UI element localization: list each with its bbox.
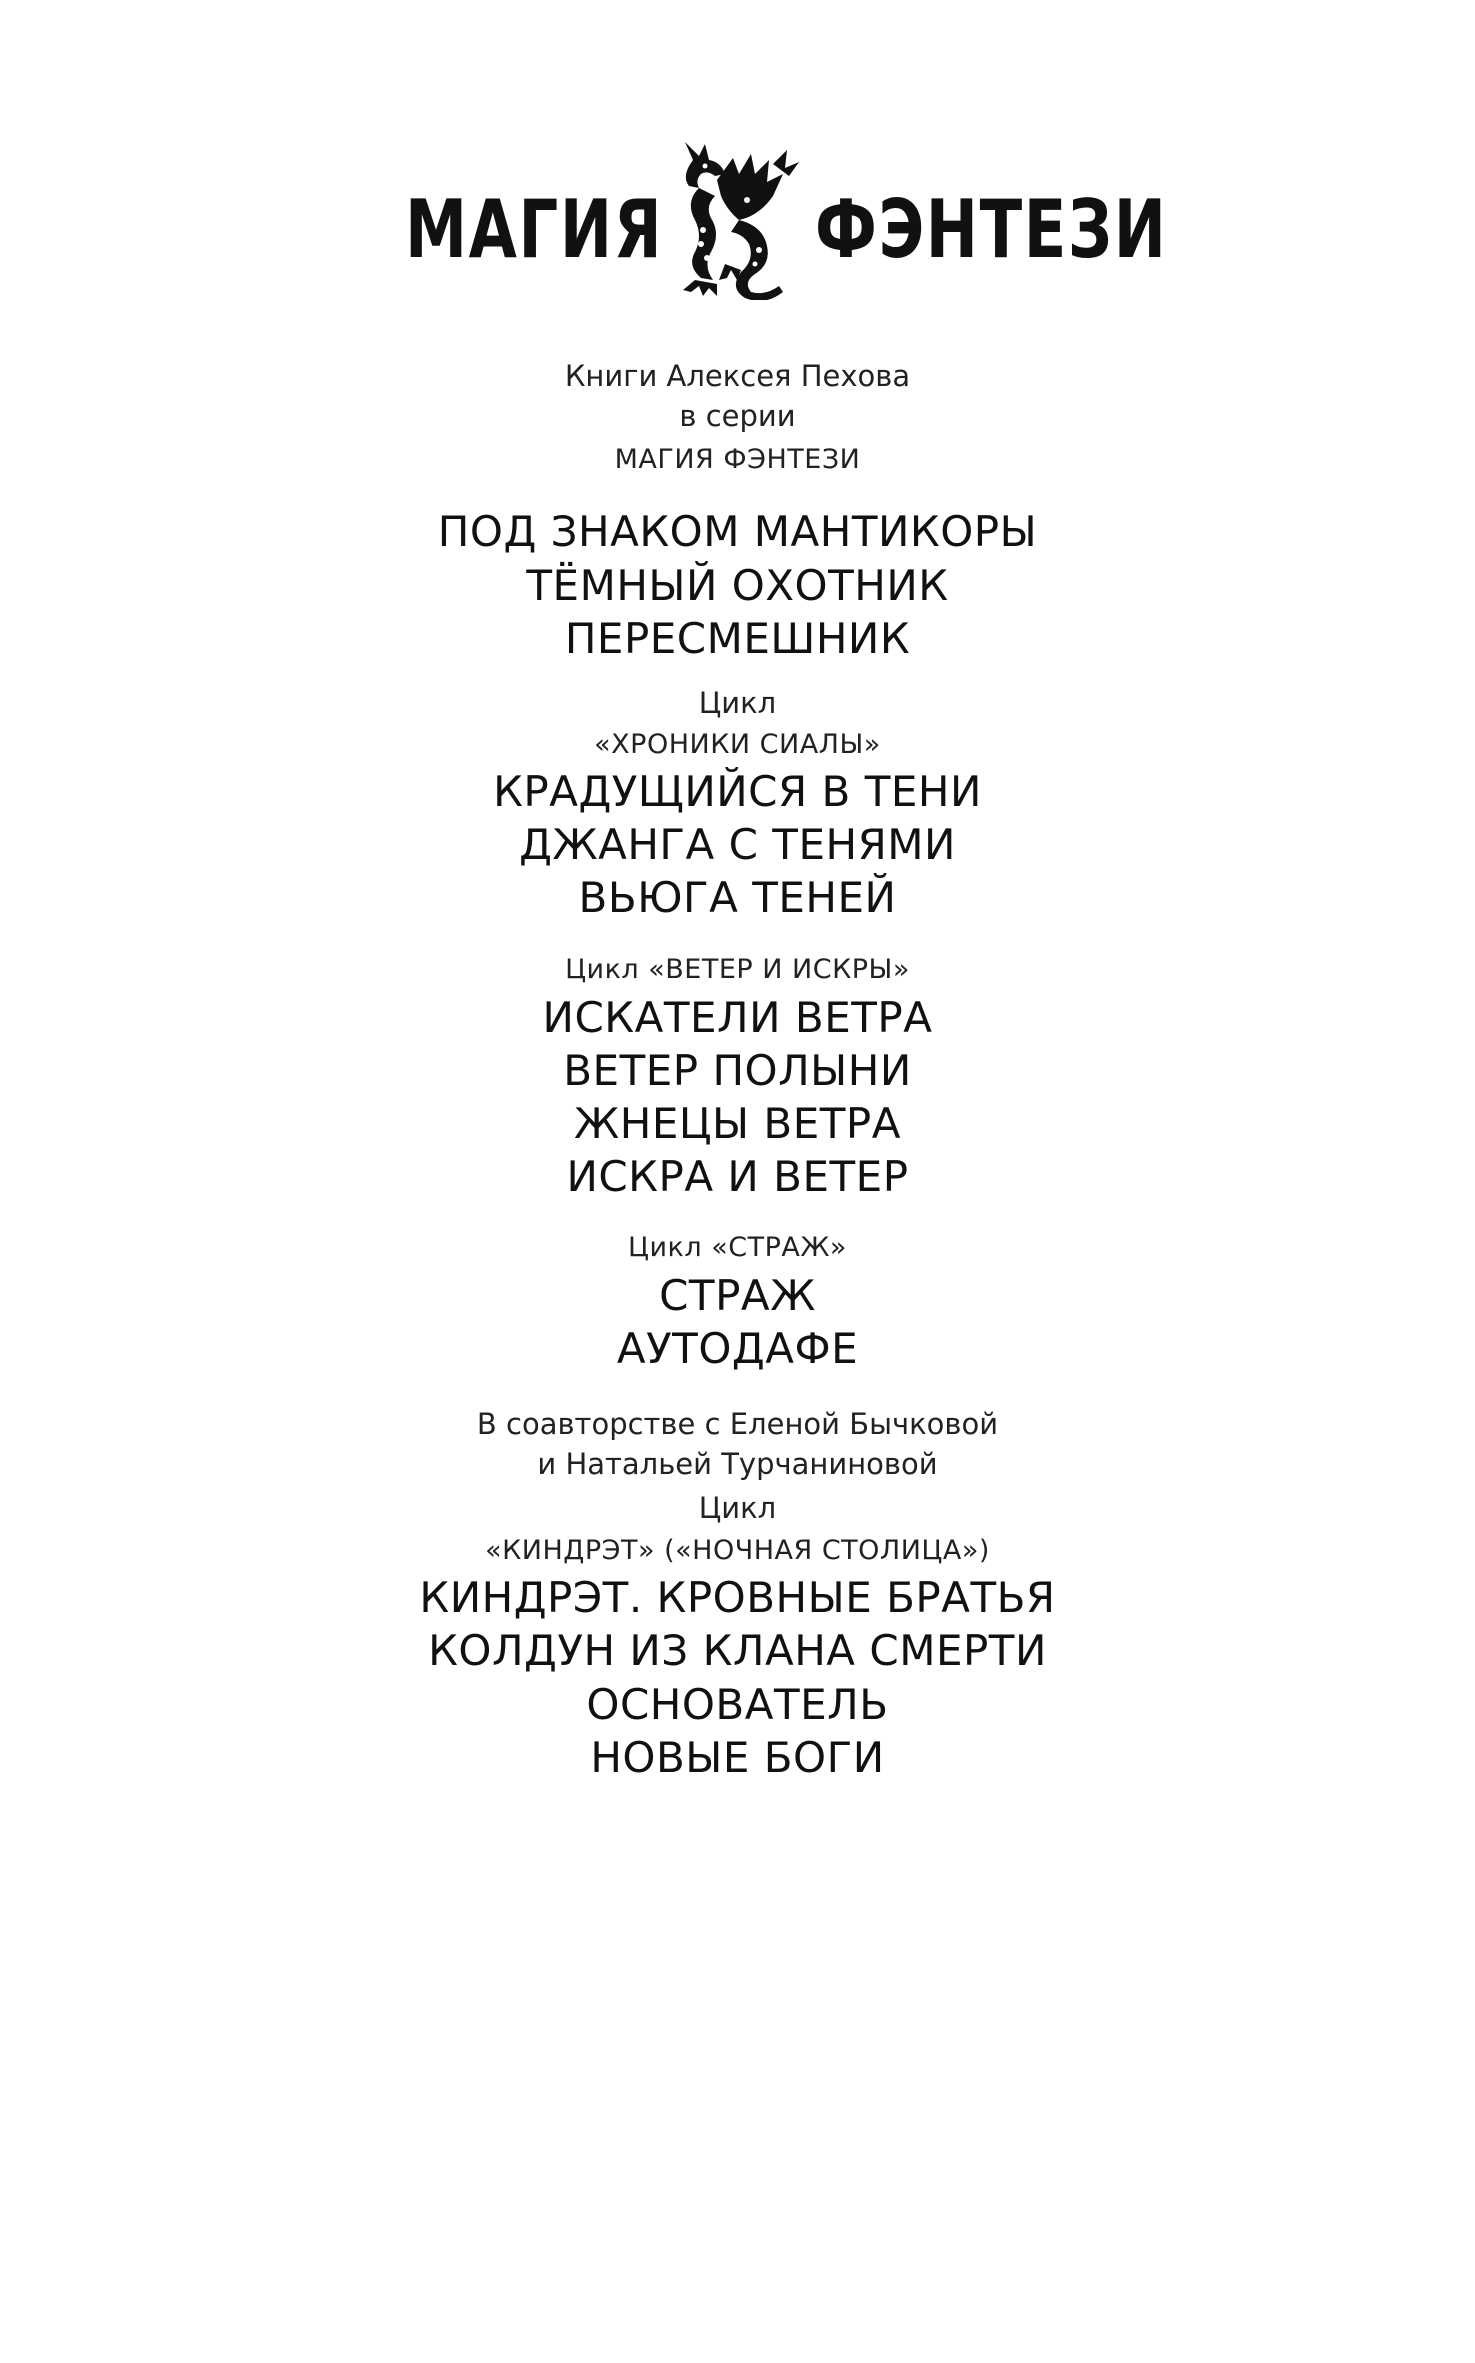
book-title: СТРАЖ <box>659 1271 816 1320</box>
book-title: ЖНЕЦЫ ВЕТРА <box>574 1099 901 1148</box>
book-title: ИСКАТЕЛИ ВЕТРА <box>542 993 933 1042</box>
book-title: КРАДУЩИЙСЯ В ТЕНИ <box>493 767 982 816</box>
intro-line-series-name: МАГИЯ ФЭНТЕЗИ <box>614 444 861 475</box>
book-title: ДЖАНГА С ТЕНЯМИ <box>519 820 956 869</box>
coauthors-line: и Натальей Турчаниновой <box>537 1447 938 1481</box>
logo-word-left: МАГИЯ <box>405 183 664 276</box>
cycle-label: Цикл «СТРАЖ» <box>628 1232 847 1263</box>
book-title: ОСНОВАТЕЛЬ <box>586 1680 889 1729</box>
book-title: КОЛДУН ИЗ КЛАНА СМЕРТИ <box>428 1626 1047 1675</box>
book-title: ВЕТЕР ПОЛЫНИ <box>563 1046 912 1095</box>
cycle-name: «ХРОНИКИ СИАЛЫ» <box>594 729 881 760</box>
book-title: НОВЫЕ БОГИ <box>590 1733 885 1782</box>
logo-word-right: ФЭНТЕЗИ <box>815 183 1168 276</box>
book-title: ПОД ЗНАКОМ МАНТИКОРЫ <box>437 507 1038 556</box>
dragon-icon <box>655 140 805 300</box>
intro-line-author: Книги Алексея Пехова <box>564 359 911 393</box>
book-title: ВЬЮГА ТЕНЕЙ <box>578 873 897 922</box>
book-title: ТЁМНЫЙ ОХОТНИК <box>526 561 949 610</box>
cycle-label: Цикл <box>698 1491 777 1525</box>
book-title: АУТОДАФЕ <box>616 1324 859 1373</box>
cycle-label: Цикл «ВЕТЕР И ИСКРЫ» <box>565 954 910 985</box>
cycle-label: Цикл <box>698 686 777 720</box>
book-title: ПЕРЕСМЕШНИК <box>564 614 911 663</box>
coauthors-line: В соавторстве с Еленой Бычковой <box>476 1407 999 1441</box>
book-title: КИНДРЭТ. КРОВНЫЕ БРАТЬЯ <box>419 1573 1056 1622</box>
series-logo <box>0 140 1475 310</box>
intro-line-series: в серии <box>679 399 796 433</box>
cycle-name: «КИНДРЭТ» («НОЧНАЯ СТОЛИЦА») <box>485 1535 990 1566</box>
book-title: ИСКРА И ВЕТЕР <box>566 1152 909 1201</box>
